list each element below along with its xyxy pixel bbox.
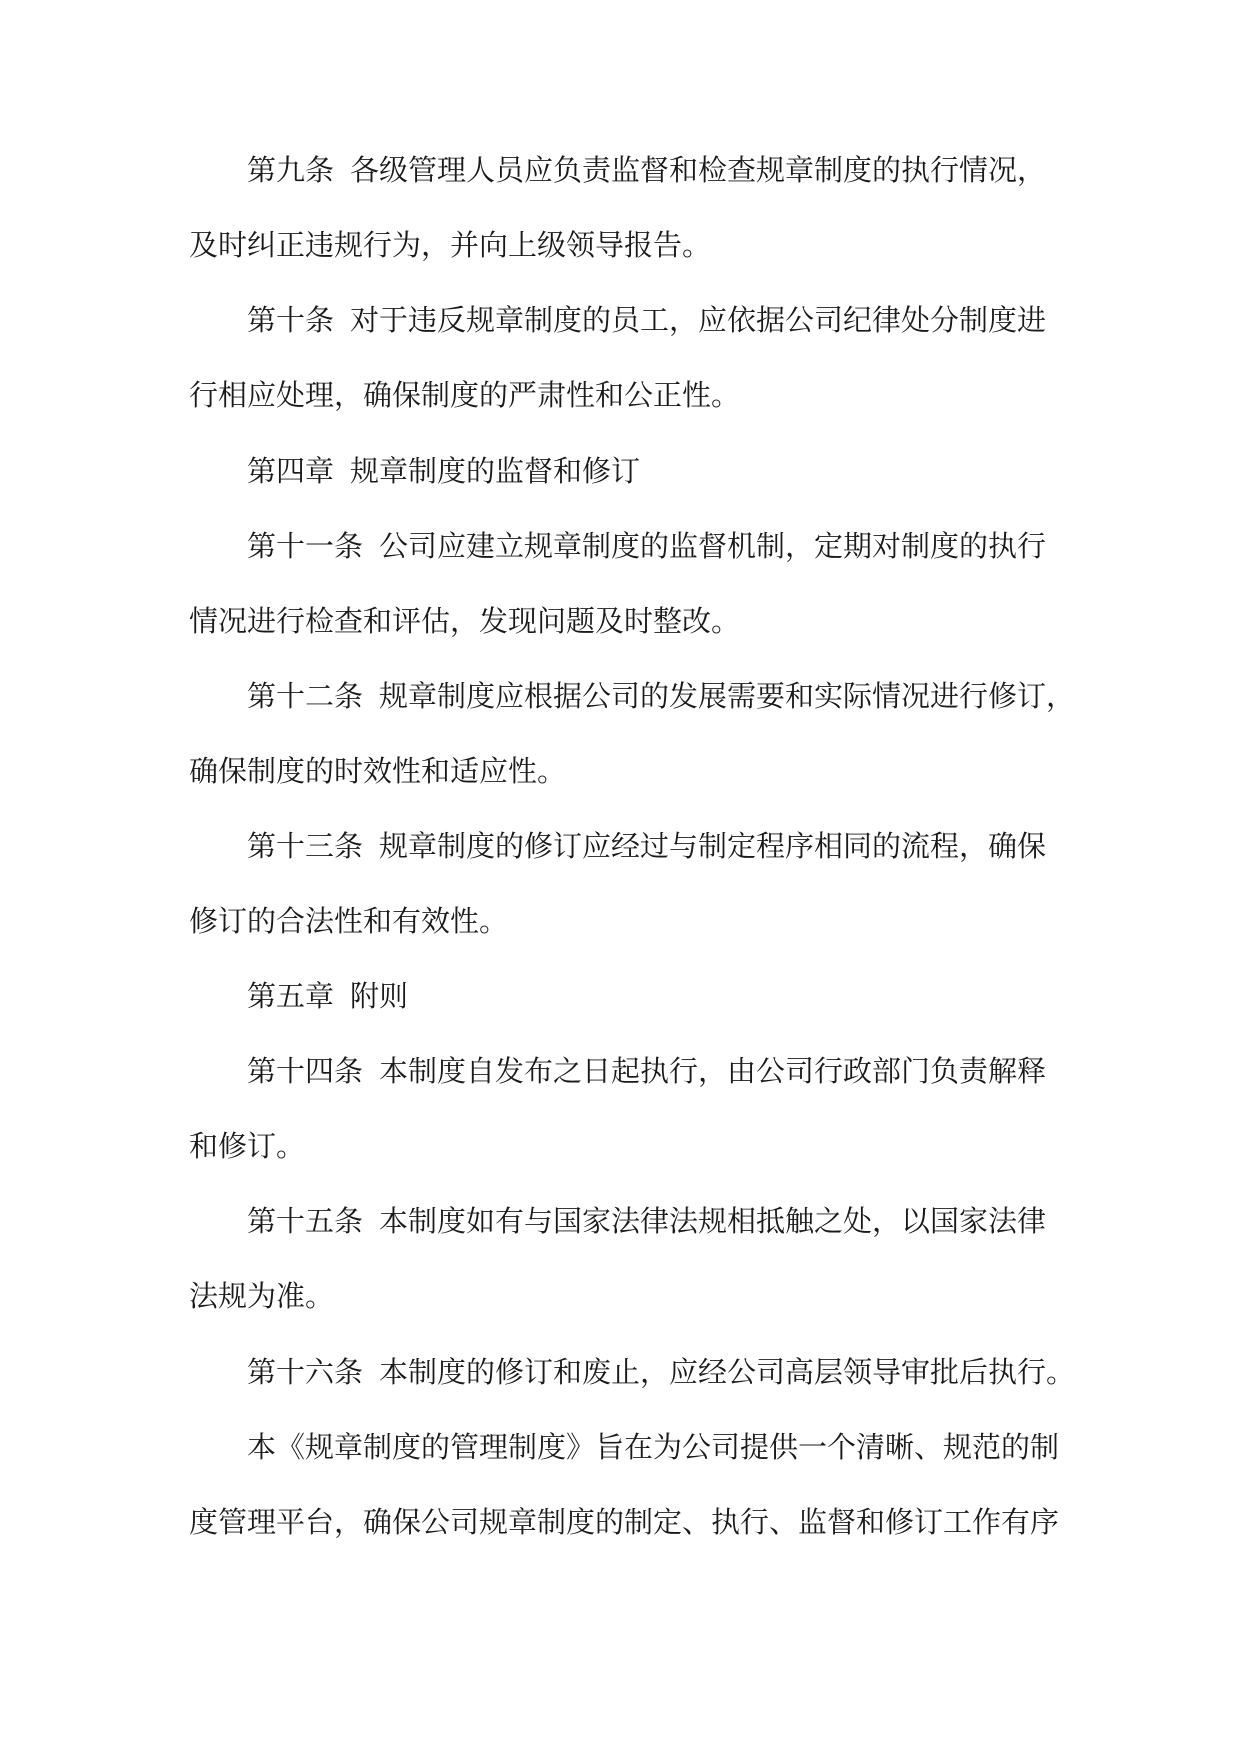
article-15-line-1 (247, 1201, 1059, 1241)
article-14-heading: 第十四条 (247, 1054, 364, 1088)
article-13-text: 规章制度的修订应经过与制定程序相同的流程，确保 (379, 829, 1047, 863)
article-12-line-1 (247, 676, 1076, 716)
article-11-line-2: 情况进行检查和评估，发现问题及时整改。 (189, 604, 741, 638)
article-9-line-1 (247, 150, 1059, 190)
chapter-4-heading-line (247, 451, 1059, 491)
article-11-line-1 (247, 526, 1059, 566)
closing-line-2: 度管理平台，确保公司规章制度的制定、执行、监督和修订工作有序 (189, 1505, 1060, 1539)
article-13-heading: 第十三条 (247, 829, 364, 863)
article-16-text: 本制度的修订和废止，应经公司高层领导审批后执行。 (379, 1355, 1076, 1389)
chapter-5-heading: 第五章 (247, 979, 335, 1013)
article-12-text: 规章制度应根据公司的发展需要和实际情况进行修订， (379, 679, 1076, 713)
chapter-5-title: 附则 (350, 979, 409, 1013)
article-16-line-1 (247, 1352, 1076, 1392)
chapter-5-heading-line (247, 976, 1059, 1016)
article-10-heading: 第十条 (247, 303, 335, 337)
article-15-text: 本制度如有与国家法律法规相抵触之处，以国家法律 (379, 1204, 1047, 1238)
chapter-4-heading: 第四章 (247, 454, 335, 488)
article-11-text: 公司应建立规章制度的监督机制，定期对制度的执行 (379, 529, 1047, 563)
closing-line-1: 本《规章制度的管理制度》旨在为公司提供一个清晰、规范的制 (247, 1430, 1060, 1464)
article-9-heading: 第九条 (247, 153, 335, 187)
article-12-heading: 第十二条 (247, 679, 364, 713)
article-14-line-2: 和修订。 (189, 1129, 306, 1163)
article-10-line-1 (247, 300, 1059, 340)
article-15-heading: 第十五条 (247, 1204, 364, 1238)
article-14-line-1 (247, 1051, 1059, 1091)
article-16-heading: 第十六条 (247, 1355, 364, 1389)
chapter-4-title: 规章制度的监督和修订 (350, 454, 641, 488)
article-13-line-2: 修订的合法性和有效性。 (189, 904, 509, 938)
article-13-line-1 (247, 826, 1059, 866)
article-11-heading: 第十一条 (247, 529, 364, 563)
article-14-text: 本制度自发布之日起执行，由公司行政部门负责解释 (379, 1054, 1047, 1088)
article-10-text: 对于违反规章制度的员工，应依据公司纪律处分制度进 (350, 303, 1047, 337)
article-10-line-2: 行相应处理，确保制度的严肃性和公正性。 (189, 378, 741, 412)
article-9-text: 各级管理人员应负责监督和检查规章制度的执行情况， (350, 153, 1047, 187)
article-15-line-2: 法规为准。 (189, 1279, 335, 1313)
article-9-line-2: 及时纠正违规行为，并向上级领导报告。 (189, 228, 712, 262)
article-12-line-2: 确保制度的时效性和适应性。 (189, 754, 567, 788)
